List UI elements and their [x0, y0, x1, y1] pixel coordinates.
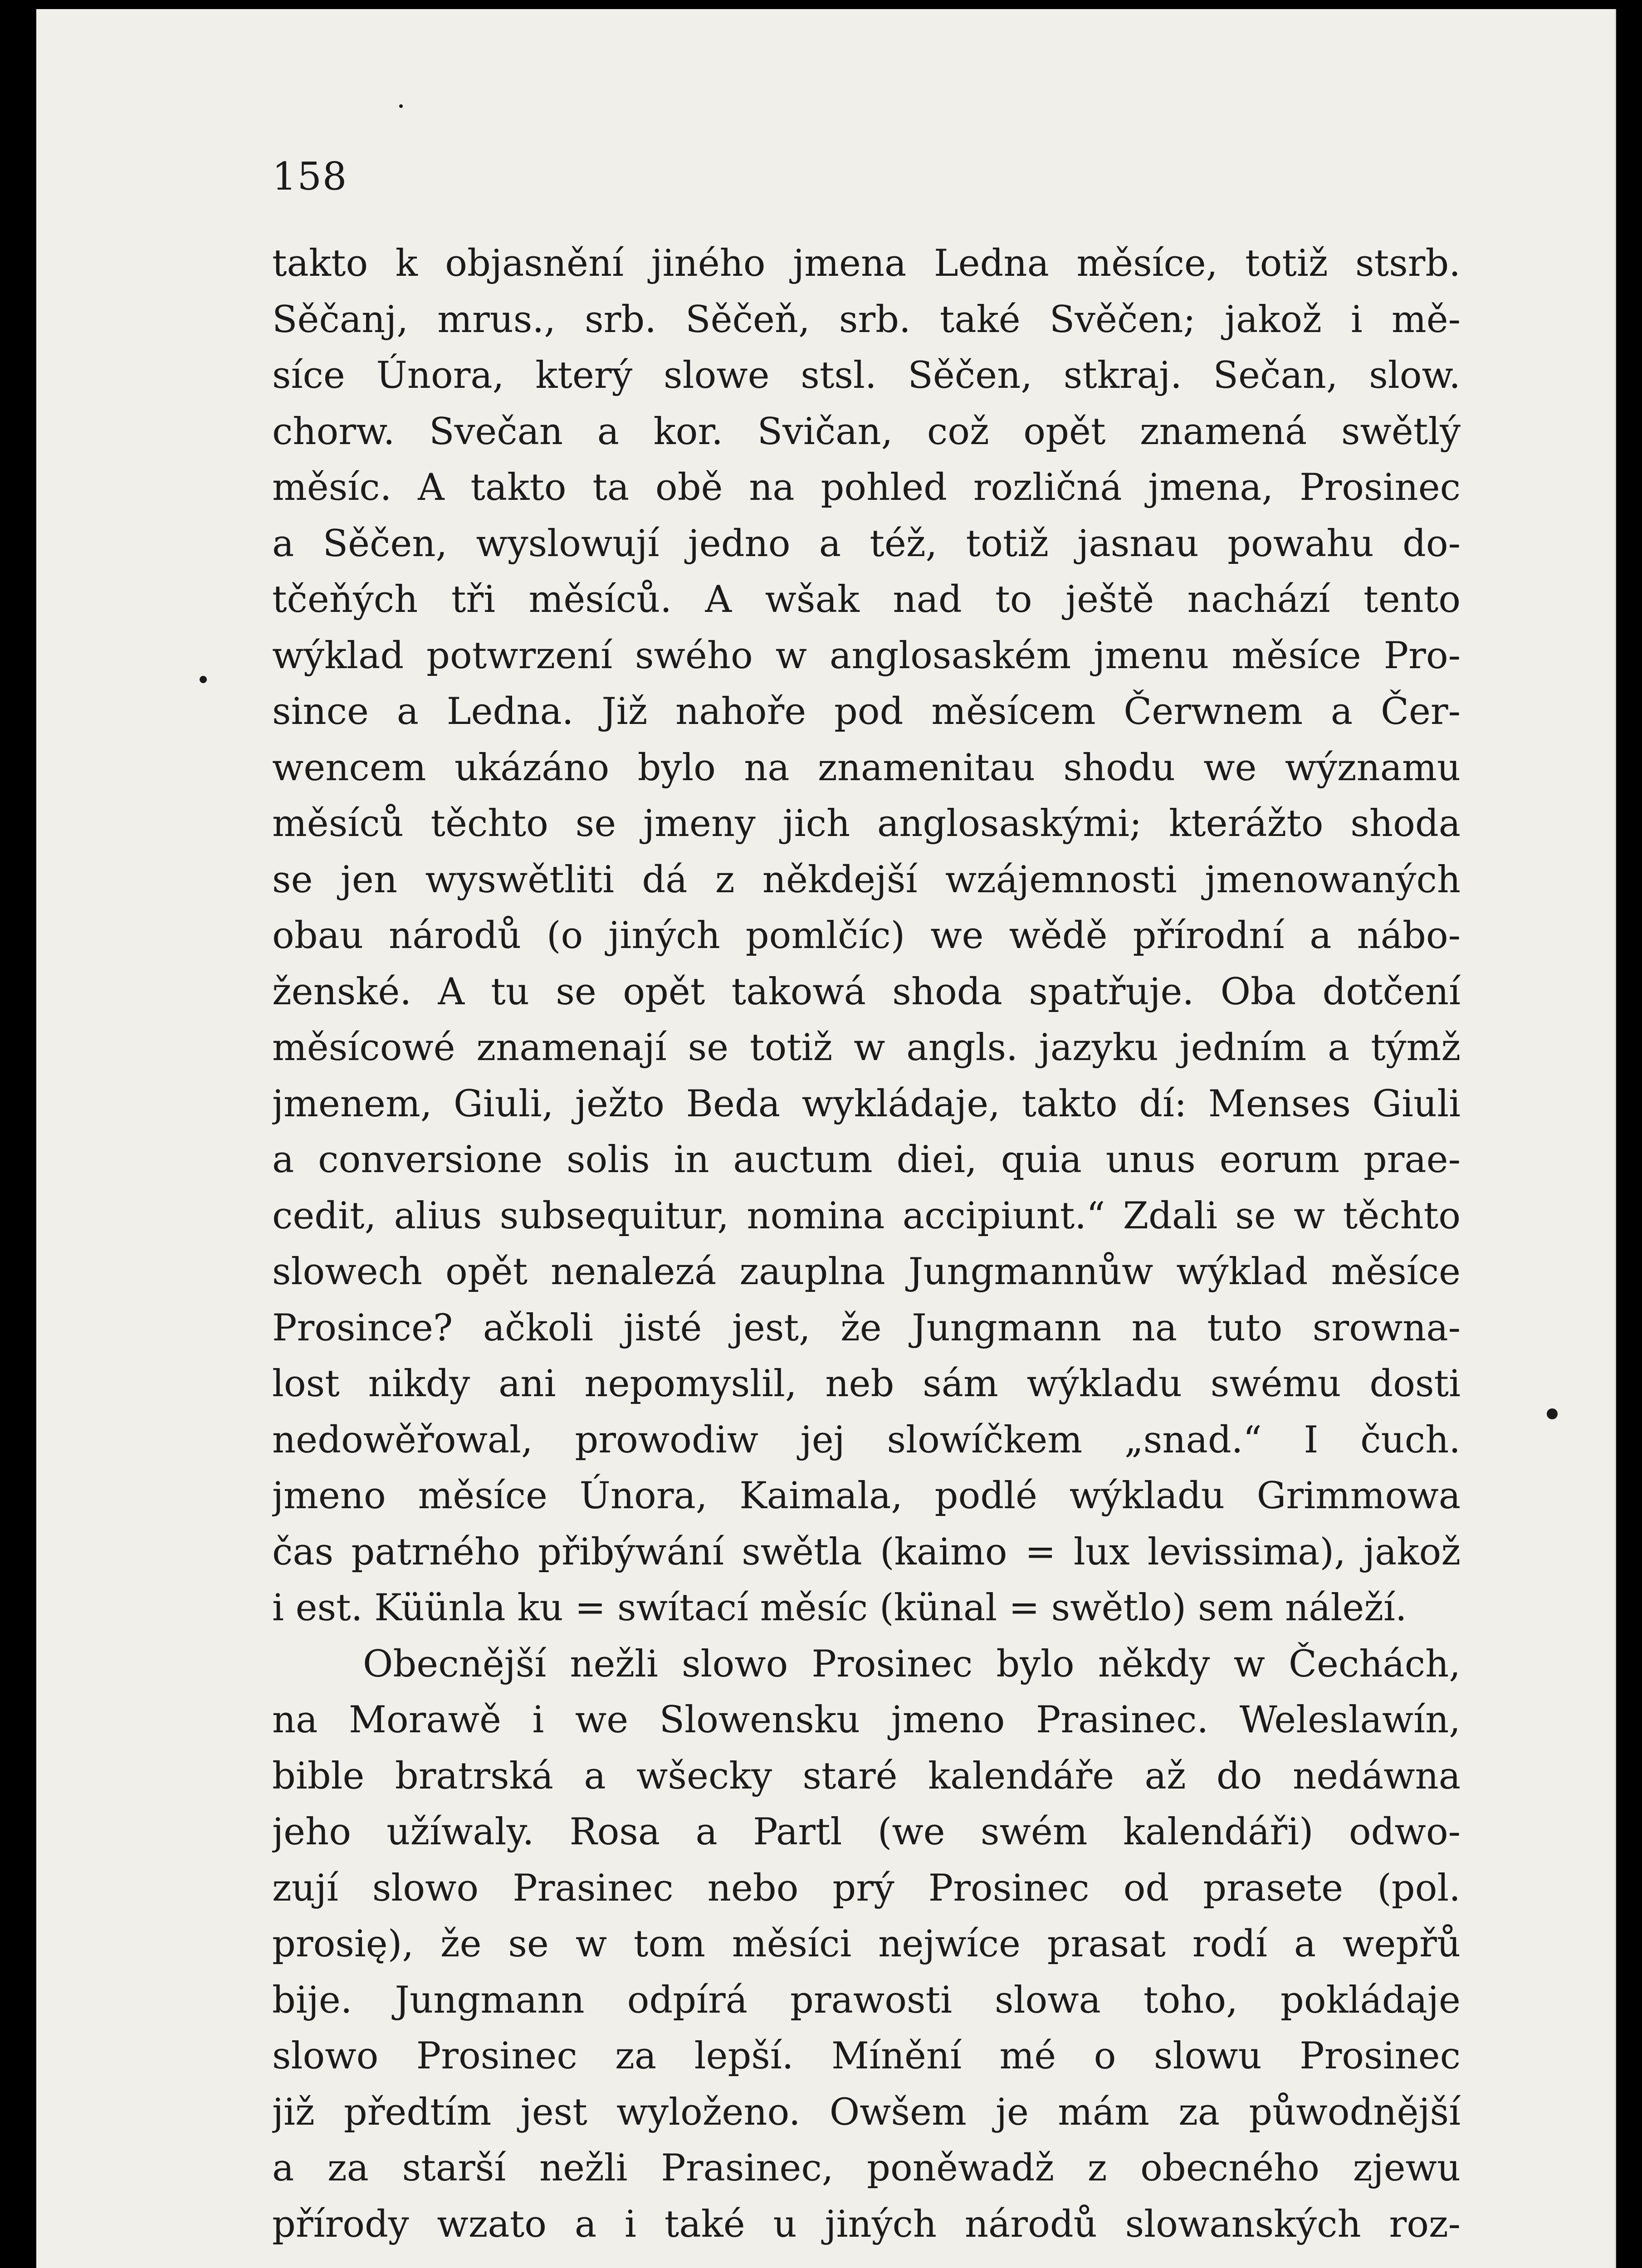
text-line: čas patrného přibýwání swětla (kaimo = lux levissima), jakož	[272, 1530, 1461, 1574]
text-line: takto k objasnění jiného jmena Ledna měsíce, totiž stsrb.	[272, 242, 1461, 285]
text-line: i est. Küünla ku = swítací měsíc (künal = swětlo) sem náleží.	[272, 1587, 1407, 1629]
text-line: nedowěřowal, prowodiw jej slowíčkem „snad.“ I čuch.	[272, 1418, 1461, 1461]
text-line: jmeno měsíce Února, Kaimala, podlé wýkladu Grimmowa	[272, 1475, 1461, 1517]
text-line: slowech opět nenalezá zauplna Jungmannůw wýklad měsíce	[272, 1251, 1461, 1293]
text-line: jeho užíwaly. Rosa a Partl (we swém kalendáři) odwo-	[272, 1811, 1461, 1853]
text-line: měsíců těchto se jmeny jich anglosaskými; kterážto shoda	[272, 802, 1461, 845]
text-line: prosię), že se w tom měsíci nejwíce prasat rodí a wepřů	[272, 1923, 1461, 1965]
margin-speck	[200, 676, 207, 683]
text-line: chorw. Svečan a kor. Svičan, což opět znamená swětlý	[272, 410, 1461, 453]
text-line: lost nikdy ani nepomyslil, neb sám wýkladu swému dosti	[272, 1363, 1461, 1405]
text-line: se jen wyswětliti dá z někdejší wzájemnosti jmenowaných	[272, 858, 1461, 901]
text-line: na Morawě i we Slowensku jmeno Prasinec. Weleslawín,	[272, 1699, 1461, 1741]
text-line: jmenem, Giuli, ježto Beda wykládaje, takto dí: Menses Giuli	[272, 1082, 1461, 1125]
text-line: wencem ukázáno bylo na znamenitau shodu we wýznamu	[272, 746, 1461, 789]
page-number: 158	[272, 154, 348, 199]
text-line: bible bratrská a wšecky staré kalendáře až do nedáwna	[272, 1755, 1461, 1798]
text-line: měsíc. A takto ta obě na pohled rozličná jmena, Prosinec	[272, 466, 1461, 509]
text-line: měsícowé znamenají se totiž w angls. jazyku jedním a týmž	[272, 1026, 1461, 1069]
text-line: since a Ledna. Již nahoře pod měsícem Čerwnem a Čer-	[272, 690, 1461, 733]
text-line: tčeňých tři měsíců. A wšak nad to ještě nachází tento	[272, 578, 1461, 621]
text-line: již předtím jest wyloženo. Owšem je mám za půwodnější	[272, 2091, 1461, 2134]
text-line: přírody wzato a i také u jiných národů slowanských roz-	[272, 2203, 1461, 2246]
text-line: síce Února, který slowe stsl. Sěčen, stkraj. Sečan, slow.	[272, 354, 1461, 397]
text-line: Sěčanj, mrus., srb. Sěčeň, srb. také Svěčen; jakož i mě-	[272, 298, 1461, 341]
text-line: ženské. A tu se opět takowá shoda spatřuje. Oba dotčení	[272, 970, 1461, 1013]
text-line: a za starší nežli Prasinec, poněwadž z obecného zjewu	[272, 2147, 1461, 2190]
margin-speck	[1547, 1408, 1558, 1419]
text-line: obau národů (o jiných pomlčíc) we wědě přírodní a nábo-	[272, 914, 1461, 957]
body-text	[272, 236, 1461, 2253]
text-line: cedit, alius subsequitur, nomina accipiunt.“ Zdali se w těchto	[272, 1194, 1461, 1237]
text-line: wýklad potwrzení swého w anglosaském jmenu měsíce Pro-	[272, 634, 1461, 677]
text-line: Obecnější nežli slowo Prosinec bylo někdy w Čechách,	[363, 1642, 1461, 1686]
book-page	[36, 9, 1616, 2268]
text-line: slowo Prosinec za lepší. Mínění mé o slowu Prosinec	[272, 2035, 1461, 2077]
margin-speck	[399, 104, 403, 108]
text-line: zují slowo Prasinec nebo prý Prosinec od prasete (pol.	[272, 1867, 1461, 1910]
text-line: a conversione solis in auctum diei, quia unus eorum prae-	[272, 1139, 1461, 1181]
text-line: a Sěčen, wyslowují jedno a též, totiž jasnau powahu do-	[272, 522, 1461, 565]
text-line: Prosince? ačkoli jisté jest, že Jungmann na tuto srowna-	[272, 1306, 1461, 1349]
text-line: bije. Jungmann odpírá prawosti slowa toho, pokládaje	[272, 1979, 1461, 2022]
